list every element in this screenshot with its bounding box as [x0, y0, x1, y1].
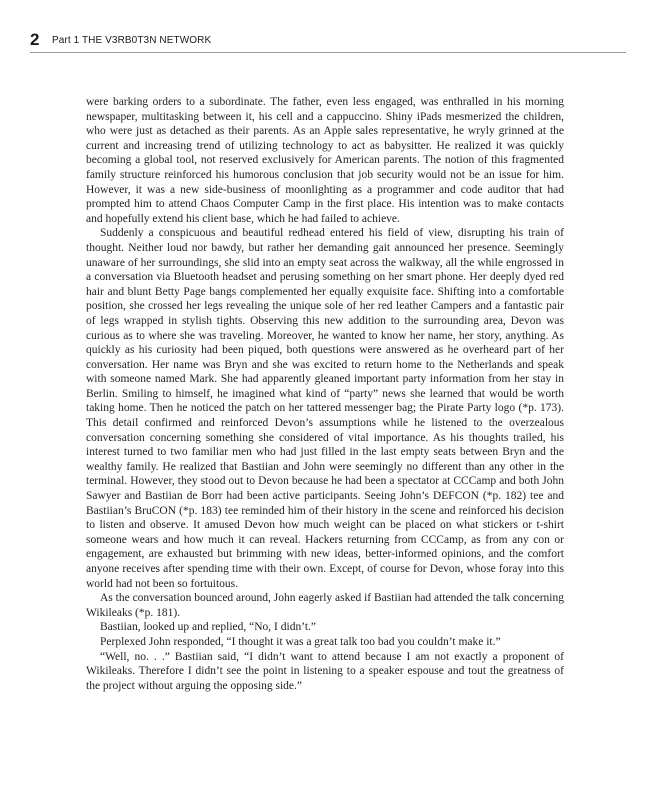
paragraph-bastiian-explanation: “Well, no. . .” Bastiian said, “I didn’t want to attend because I am not exactly a proponent of Wikileaks. Therefore I didn’t see the point in listening to a speaker espouse and tout the greatness of the project without arguing the opposing side.” [86, 650, 564, 692]
body-text [86, 95, 564, 693]
running-header [30, 30, 626, 53]
paragraph-redhead: Suddenly a conspicuous and beautiful redhead entered his field of view, disrupting his train of thought. Neither loud nor bawdy, but rather her demanding gait announced her presence. Seemingly unaware of her surroundings, she slid into an empty seat across the walkway, all the while engrossed in a conversation via Bluetooth headset and perusing something on her smart phone. Her deeply dyed red hair and blunt Betty Page bangs complemented her equally exquisite face. Shifting into a comfortable position, she crossed her legs revealing the unique sole of her red leather Campers and a fantastic pair of legs wrapped in stylish tights. Observing this new addition to the surrounding area, Devon was curious as to where she was traveling. Moreover, he wanted to know her name, her story, anything. As quickly as his curiosity had been piqued, both questions were answered as he overheard part of her conversation. Her name was Bryn and she was excited to return home to the Netherlands and speak with someone named Mark. She had apparently gleaned important party information from her stay in Berlin. Smiling to himself, he imagined what kind of “party” news she learned that would be worth taking home. Then he noticed the patch on her tattered messenger bag; the Pirate Party logo (*p. 173). This detail confirmed and reinforced Devon’s assumptions while he listened to the overzealous conversation concerning something she considered of vital importance. As his thoughts trailed, his interest turned to two familiar men who had just filled in the last empty seats between Bryn and the wealthy family. He realized that Bastiian and John were seemingly no different than any other in the terminal. However, they stood out to Devon because he had been a spectator at CCCamp and both John Sawyer and Bastiian de Borr had been active participants. Seeing John’s DEFCON (*p. 182) tee and Bastiian’s BruCON (*p. 183) tee reminded him of their history in the scene and reinforced his decision to listen and observe. It amused Devon how much weight can be placed on what stickers or t-shirt someone wears and how much it can reveal. Hackers returning from CCCamp, as from any con or engagement, are exhausted but brimming with new ideas, better-informed opinions, and the comfort anyone receives after spending time with their own. Except, of course for Devon, whose foray into this world had not been so fortuitous. [86, 227, 564, 590]
part-title: Part 1 THE V3RB0T3N NETWORK [52, 35, 212, 46]
paragraph-wikileaks-question: As the conversation bounced around, John eagerly asked if Bastiian had attended the talk concerning Wikileaks (*p. 181). [86, 592, 565, 619]
page-number: 2 [30, 30, 40, 49]
paragraph-continuation: were barking orders to a subordinate. The father, even less engaged, was enthralled in his morning newspaper, multitasking between it, his cell and a cappuccino. Shiny iPads mesmerized the children, who were just as detached as their parents. As an Apple sales representative, he wryly grinned at the current and increasing trend of utilizing technology to act as babysitter. He realized it was quickly becoming a global tool, not reserved exclusively for American parents. The notion of this fragmented family structure reinforced his humorous conclusion that job security would not be an issue for him. However, it was a new side-business of moonlighting as a programmer and code auditor that had prompted him to attend Chaos Computer Camp in the first place. His intention was to make contacts and hopefully extend his client base, which he had failed to achieve. [86, 96, 564, 225]
paragraph-john-response: Perplexed John responded, “I thought it was a great talk too bad you couldn’t make it.” [100, 635, 501, 648]
paragraph-bastiian-reply: Bastiian, looked up and replied, “No, I didn’t.” [100, 621, 317, 634]
